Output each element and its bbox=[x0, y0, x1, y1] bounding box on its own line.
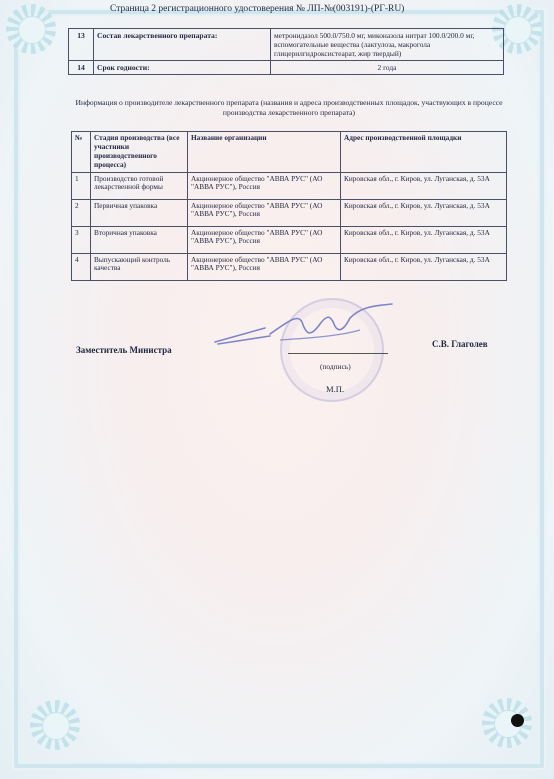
signature-scribble bbox=[210, 300, 400, 360]
cell-address: Кировская обл., г. Киров, ул. Луганская, д. 53А bbox=[341, 226, 507, 253]
row-label: Состав лекарственного препарата: bbox=[94, 29, 271, 61]
page-header: Страница 2 регистрационного удостоверения № ЛП-№(003191)-(РГ-RU) bbox=[110, 4, 405, 14]
cell-stage: Вторичная упаковка bbox=[91, 226, 188, 253]
cell-address: Кировская обл., г. Киров, ул. Луганская, д. 53А bbox=[341, 199, 507, 226]
producer-info-heading: Информация о производителе лекарственного препарата (названия и адреса производственных площадок, участвующих в процессе производства лекарственного препарата) bbox=[75, 98, 503, 117]
corner-rosette-icon bbox=[30, 700, 80, 750]
table-row bbox=[69, 29, 504, 61]
column-header: № bbox=[72, 132, 91, 173]
table-row bbox=[72, 226, 507, 253]
table-row bbox=[72, 253, 507, 280]
cell-organization: Акционерное общество "АВВА РУС" (АО "АВВА РУС"), Россия bbox=[188, 226, 341, 253]
cell-stage: Производство готовой лекарственной формы bbox=[91, 172, 188, 199]
row-label: Срок годности: bbox=[94, 61, 271, 75]
table-row bbox=[72, 172, 507, 199]
cell-address: Кировская обл., г. Киров, ул. Луганская, д. 53А bbox=[341, 172, 507, 199]
row-number: 14 bbox=[69, 61, 94, 75]
signature-line bbox=[288, 353, 388, 354]
cell-number: 3 bbox=[72, 226, 91, 253]
cell-number: 2 bbox=[72, 199, 91, 226]
column-header: Адрес производственной площадки bbox=[341, 132, 507, 173]
table-header-row bbox=[72, 132, 507, 173]
cell-address: Кировская обл., г. Киров, ул. Луганская, д. 53А bbox=[341, 253, 507, 280]
cell-number: 1 bbox=[72, 172, 91, 199]
corner-rosette-icon bbox=[482, 698, 532, 748]
cell-stage: Выпускающий контроль качества bbox=[91, 253, 188, 280]
signer-name: С.В. Глаголев bbox=[432, 339, 488, 349]
table-row bbox=[72, 199, 507, 226]
row-value: 2 года bbox=[271, 61, 504, 75]
cell-organization: Акционерное общество "АВВА РУС" (АО "АВВА РУС"), Россия bbox=[188, 172, 341, 199]
guilloche-border bbox=[14, 10, 544, 768]
corner-rosette-icon bbox=[6, 4, 56, 54]
column-header: Стадия производства (все участники производственного процесса) bbox=[91, 132, 188, 173]
cell-organization: Акционерное общество "АВВА РУС" (АО "АВВА РУС"), Россия bbox=[188, 199, 341, 226]
composition-table bbox=[68, 28, 504, 75]
row-number: 13 bbox=[69, 29, 94, 61]
cell-stage: Первичная упаковка bbox=[91, 199, 188, 226]
table-row bbox=[69, 61, 504, 75]
cell-organization: Акционерное общество "АВВА РУС" (АО "АВВА РУС"), Россия bbox=[188, 253, 341, 280]
cell-number: 4 bbox=[72, 253, 91, 280]
seal-place-label: М.П. bbox=[326, 384, 345, 394]
row-value: метронидазол 500.0/750.0 мг, миконазола нитрат 100.0/200.0 мг, вспомогательные вещества (лактулоза, макрогола глицерилгидроксистеарат, жир твердый) bbox=[271, 29, 504, 61]
column-header: Название организации bbox=[188, 132, 341, 173]
producers-table bbox=[71, 131, 507, 281]
signer-position: Заместитель Министра bbox=[76, 345, 172, 355]
black-dot-icon bbox=[511, 714, 524, 727]
signature-caption: (подпись) bbox=[320, 362, 351, 371]
